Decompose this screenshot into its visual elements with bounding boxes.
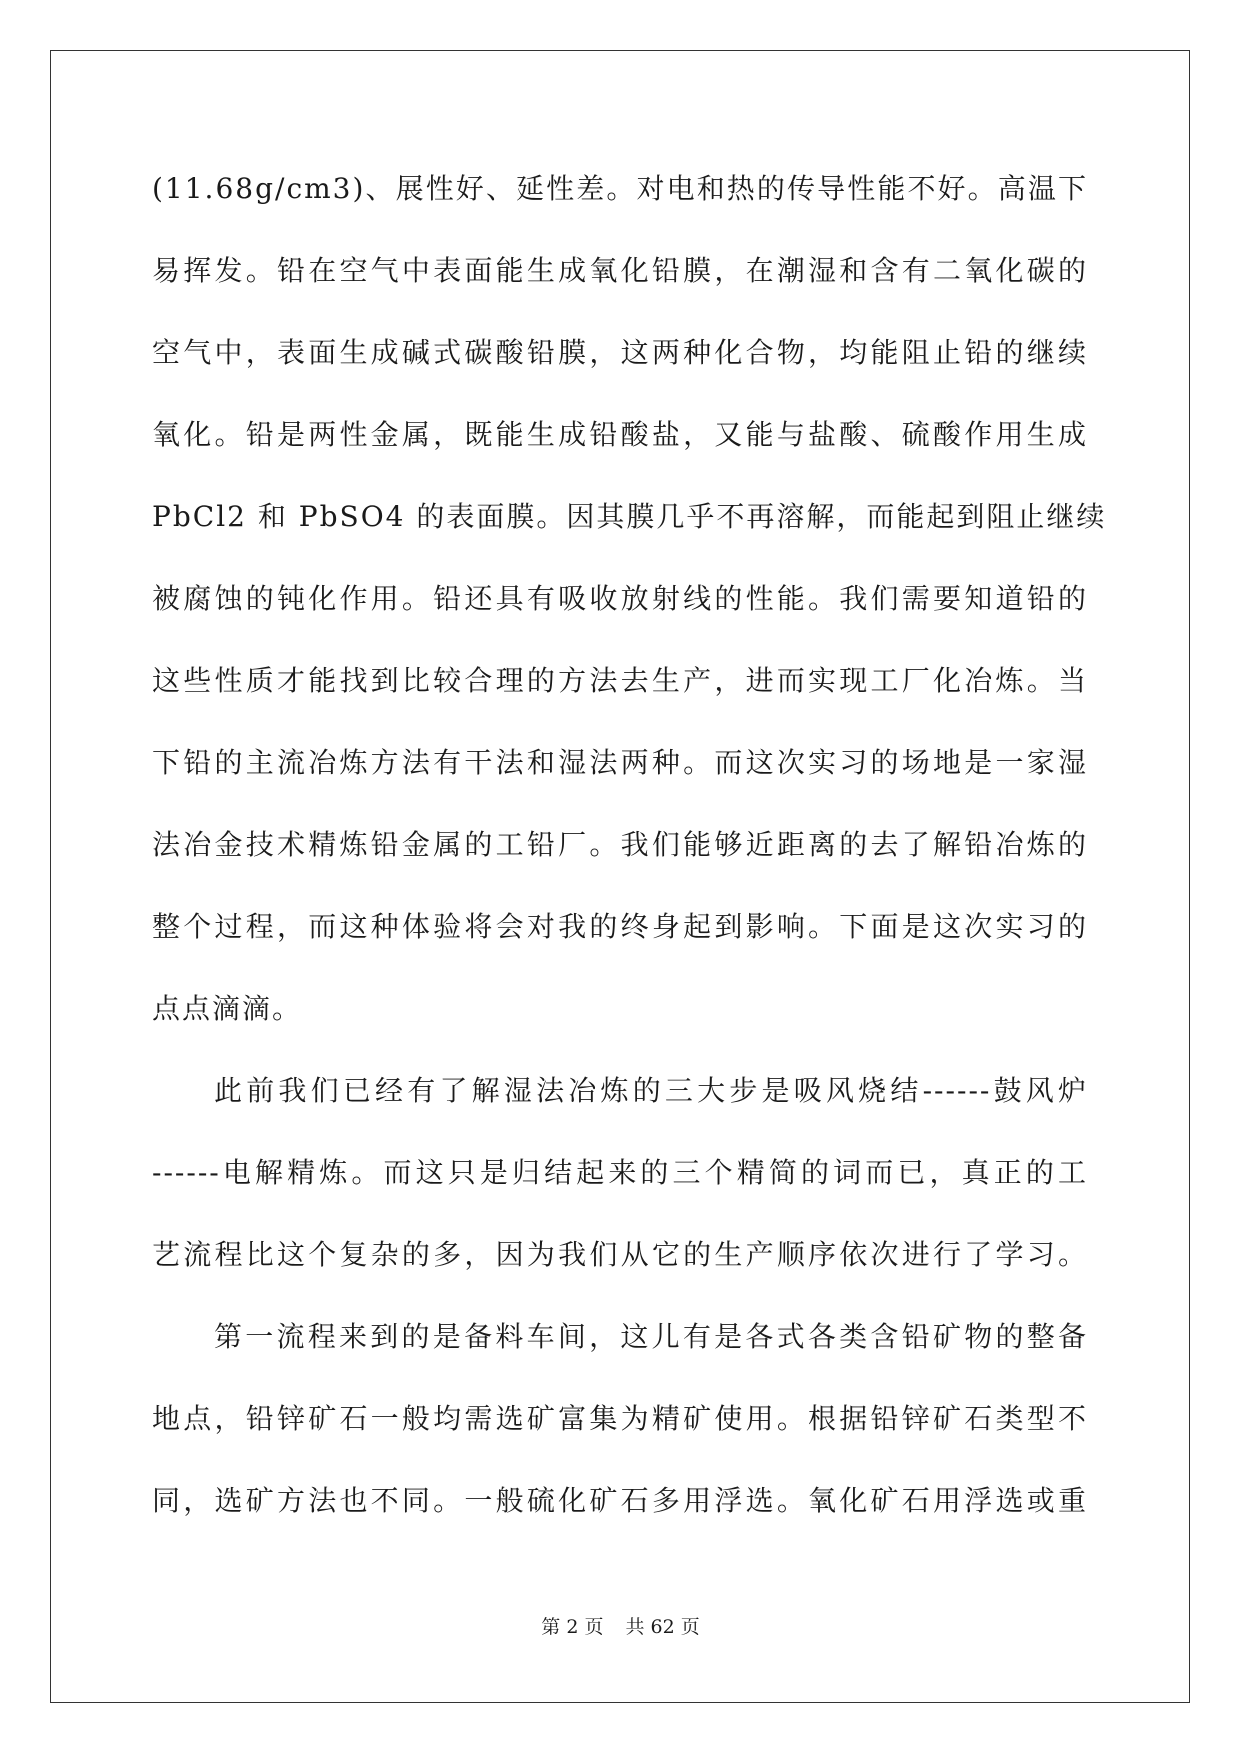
text-line-11: 点点滴滴。 — [152, 992, 303, 1025]
text-line-17: 同，选矿方法也不同。一般硫化矿石多用浮选。氧化矿石用浮选或重 — [152, 1484, 1088, 1517]
text-line-2: 易挥发。铅在空气中表面能生成氧化铅膜，在潮湿和含有二氧化碳的 — [152, 254, 1088, 287]
text-line-15: 第一流程来到的是备料车间，这儿有是各式各类含铅矿物的整备 — [214, 1320, 1088, 1353]
page-number: 第 2 页 — [541, 1616, 604, 1638]
text-line-5: PbCl2 和 PbSO4 的表面膜。因其膜几乎不再溶解，而能起到阻止继续 — [152, 500, 1107, 533]
page-total: 共 62 页 — [625, 1616, 700, 1638]
text-line-16: 地点，铅锌矿石一般均需选矿富集为精矿使用。根据铅锌矿石类型不 — [152, 1402, 1088, 1435]
text-line-13: ------电解精炼。而这只是归结起来的三个精简的词而已，真正的工 — [152, 1156, 1088, 1189]
text-line-8: 下铅的主流冶炼方法有干法和湿法两种。而这次实习的场地是一家湿 — [152, 746, 1088, 779]
text-line-3: 空气中，表面生成碱式碳酸铅膜，这两种化合物，均能阻止铅的继续 — [152, 336, 1088, 369]
text-line-14: 艺流程比这个复杂的多，因为我们从它的生产顺序依次进行了学习。 — [152, 1238, 1088, 1271]
text-line-4: 氧化。铅是两性金属，既能生成铅酸盐，又能与盐酸、硫酸作用生成 — [152, 418, 1088, 451]
text-line-12: 此前我们已经有了解湿法冶炼的三大步是吸风烧结------鼓风炉 — [214, 1074, 1088, 1107]
text-line-10: 整个过程，而这种体验将会对我的终身起到影响。下面是这次实习的 — [152, 910, 1088, 943]
text-line-7: 这些性质才能找到比较合理的方法去生产，进而实现工厂化冶炼。当 — [152, 664, 1088, 697]
document-body — [152, 162, 1107, 1556]
text-line-6: 被腐蚀的钝化作用。铅还具有吸收放射线的性能。我们需要知道铅的 — [152, 582, 1088, 615]
page-footer — [0, 1612, 1241, 1639]
text-line-9: 法冶金技术精炼铅金属的工铅厂。我们能够近距离的去了解铅冶炼的 — [152, 828, 1088, 861]
text-line-1: (11.68g/cm3)、展性好、延性差。对电和热的传导性能不好。高温下 — [152, 172, 1088, 205]
